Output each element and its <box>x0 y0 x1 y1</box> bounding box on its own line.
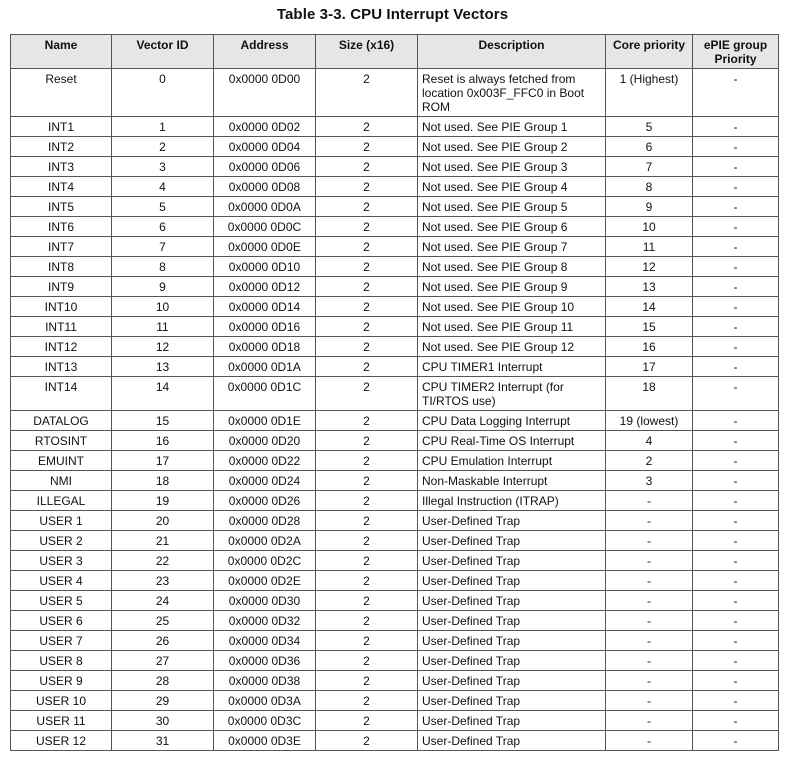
cell-core-priority: 11 <box>606 237 693 257</box>
cell-core-priority: 13 <box>606 277 693 297</box>
cell-core-priority: 2 <box>606 451 693 471</box>
column-header-description: Description <box>418 35 606 69</box>
cell-description: User-Defined Trap <box>418 611 606 631</box>
cell-description: Not used. See PIE Group 3 <box>418 157 606 177</box>
cell-core-priority: - <box>606 571 693 591</box>
cell-vector-id: 3 <box>112 157 214 177</box>
table-row <box>11 257 779 277</box>
header-row <box>11 35 779 69</box>
cell-description: User-Defined Trap <box>418 531 606 551</box>
table-row <box>11 431 779 451</box>
cell-description: Not used. See PIE Group 1 <box>418 117 606 137</box>
cell-description: CPU TIMER1 Interrupt <box>418 357 606 377</box>
cell-description: User-Defined Trap <box>418 571 606 591</box>
cell-vector-id: 10 <box>112 297 214 317</box>
cell-size: 2 <box>316 731 418 751</box>
cell-core-priority: - <box>606 631 693 651</box>
cell-vector-id: 25 <box>112 611 214 631</box>
table-row <box>11 571 779 591</box>
cell-epie-priority: - <box>693 551 779 571</box>
cell-address: 0x0000 0D34 <box>214 631 316 651</box>
table-row <box>11 237 779 257</box>
table-row <box>11 197 779 217</box>
cell-epie-priority: - <box>693 377 779 411</box>
cell-description: Not used. See PIE Group 2 <box>418 137 606 157</box>
cell-address: 0x0000 0D0C <box>214 217 316 237</box>
cell-size: 2 <box>316 157 418 177</box>
cell-epie-priority: - <box>693 217 779 237</box>
cell-size: 2 <box>316 297 418 317</box>
cell-name: USER 6 <box>11 611 112 631</box>
cell-name: INT8 <box>11 257 112 277</box>
cell-epie-priority: - <box>693 297 779 317</box>
cell-size: 2 <box>316 671 418 691</box>
cell-epie-priority: - <box>693 69 779 117</box>
cell-size: 2 <box>316 357 418 377</box>
cell-description: Not used. See PIE Group 11 <box>418 317 606 337</box>
table-row <box>11 177 779 197</box>
cell-vector-id: 27 <box>112 651 214 671</box>
cell-address: 0x0000 0D3A <box>214 691 316 711</box>
cell-core-priority: - <box>606 551 693 571</box>
cell-vector-id: 30 <box>112 711 214 731</box>
cell-size: 2 <box>316 257 418 277</box>
cell-size: 2 <box>316 591 418 611</box>
cell-name: INT3 <box>11 157 112 177</box>
cell-name: INT10 <box>11 297 112 317</box>
cell-description: User-Defined Trap <box>418 731 606 751</box>
cell-vector-id: 31 <box>112 731 214 751</box>
cell-epie-priority: - <box>693 591 779 611</box>
cell-address: 0x0000 0D18 <box>214 337 316 357</box>
table-row <box>11 357 779 377</box>
column-header-vector-id: Vector ID <box>112 35 214 69</box>
cell-epie-priority: - <box>693 631 779 651</box>
table-row <box>11 137 779 157</box>
cell-epie-priority: - <box>693 137 779 157</box>
cell-size: 2 <box>316 571 418 591</box>
table-row <box>11 277 779 297</box>
cell-epie-priority: - <box>693 357 779 377</box>
table-row <box>11 297 779 317</box>
cell-description: Not used. See PIE Group 7 <box>418 237 606 257</box>
cell-core-priority: - <box>606 711 693 731</box>
cell-size: 2 <box>316 411 418 431</box>
cell-epie-priority: - <box>693 651 779 671</box>
cell-name: USER 8 <box>11 651 112 671</box>
cell-description: User-Defined Trap <box>418 511 606 531</box>
cell-vector-id: 11 <box>112 317 214 337</box>
cell-epie-priority: - <box>693 117 779 137</box>
cell-size: 2 <box>316 317 418 337</box>
cell-address: 0x0000 0D0E <box>214 237 316 257</box>
cell-epie-priority: - <box>693 571 779 591</box>
cell-description: Non-Maskable Interrupt <box>418 471 606 491</box>
cell-description: CPU Data Logging Interrupt <box>418 411 606 431</box>
cell-name: INT4 <box>11 177 112 197</box>
column-header-epie-priority: ePIE group Priority <box>693 35 779 69</box>
cell-description: User-Defined Trap <box>418 711 606 731</box>
table-row <box>11 551 779 571</box>
cell-name: NMI <box>11 471 112 491</box>
column-header-size: Size (x16) <box>316 35 418 69</box>
cell-vector-id: 20 <box>112 511 214 531</box>
cell-size: 2 <box>316 511 418 531</box>
cell-name: Reset <box>11 69 112 117</box>
cell-vector-id: 18 <box>112 471 214 491</box>
cell-address: 0x0000 0D2E <box>214 571 316 591</box>
cell-address: 0x0000 0D2C <box>214 551 316 571</box>
cell-core-priority: 9 <box>606 197 693 217</box>
cell-epie-priority: - <box>693 691 779 711</box>
table-row <box>11 531 779 551</box>
table-row <box>11 217 779 237</box>
cell-name: INT11 <box>11 317 112 337</box>
cell-size: 2 <box>316 277 418 297</box>
table-row <box>11 451 779 471</box>
cell-vector-id: 2 <box>112 137 214 157</box>
cell-description: Not used. See PIE Group 12 <box>418 337 606 357</box>
table-body <box>11 69 779 751</box>
cell-address: 0x0000 0D36 <box>214 651 316 671</box>
column-header-core-priority: Core priority <box>606 35 693 69</box>
cell-core-priority: - <box>606 651 693 671</box>
cell-name: INT14 <box>11 377 112 411</box>
table-title: Table 3-3. CPU Interrupt Vectors <box>276 6 509 23</box>
cell-name: EMUINT <box>11 451 112 471</box>
cell-core-priority: 15 <box>606 317 693 337</box>
cell-core-priority: - <box>606 671 693 691</box>
cell-size: 2 <box>316 117 418 137</box>
cell-description: User-Defined Trap <box>418 671 606 691</box>
cell-address: 0x0000 0D1E <box>214 411 316 431</box>
cell-epie-priority: - <box>693 511 779 531</box>
cell-name: USER 2 <box>11 531 112 551</box>
cell-epie-priority: - <box>693 237 779 257</box>
cell-epie-priority: - <box>693 491 779 511</box>
cell-epie-priority: - <box>693 611 779 631</box>
cell-vector-id: 21 <box>112 531 214 551</box>
table-row <box>11 731 779 751</box>
cell-core-priority: 3 <box>606 471 693 491</box>
cell-size: 2 <box>316 137 418 157</box>
cell-address: 0x0000 0D0A <box>214 197 316 217</box>
cell-epie-priority: - <box>693 671 779 691</box>
cell-core-priority: 8 <box>606 177 693 197</box>
cell-description: User-Defined Trap <box>418 631 606 651</box>
cell-vector-id: 16 <box>112 431 214 451</box>
cell-core-priority: 4 <box>606 431 693 451</box>
cell-size: 2 <box>316 451 418 471</box>
cell-core-priority: - <box>606 691 693 711</box>
column-header-name: Name <box>11 35 112 69</box>
cell-name: INT12 <box>11 337 112 357</box>
cell-address: 0x0000 0D06 <box>214 157 316 177</box>
table-row <box>11 317 779 337</box>
cell-name: ILLEGAL <box>11 491 112 511</box>
cell-description: User-Defined Trap <box>418 591 606 611</box>
cell-description: User-Defined Trap <box>418 551 606 571</box>
table-row <box>11 157 779 177</box>
cell-size: 2 <box>316 337 418 357</box>
cell-vector-id: 23 <box>112 571 214 591</box>
table-row <box>11 591 779 611</box>
cell-core-priority: 6 <box>606 137 693 157</box>
cell-address: 0x0000 0D08 <box>214 177 316 197</box>
cell-description: User-Defined Trap <box>418 691 606 711</box>
cell-name: USER 10 <box>11 691 112 711</box>
cell-vector-id: 15 <box>112 411 214 431</box>
cell-size: 2 <box>316 197 418 217</box>
cell-name: USER 9 <box>11 671 112 691</box>
cell-vector-id: 7 <box>112 237 214 257</box>
table-row <box>11 631 779 651</box>
cell-epie-priority: - <box>693 177 779 197</box>
cell-core-priority: - <box>606 511 693 531</box>
cell-name: USER 5 <box>11 591 112 611</box>
cell-name: USER 7 <box>11 631 112 651</box>
cell-description: Not used. See PIE Group 9 <box>418 277 606 297</box>
cell-name: INT1 <box>11 117 112 137</box>
cell-address: 0x0000 0D26 <box>214 491 316 511</box>
cell-size: 2 <box>316 691 418 711</box>
cell-address: 0x0000 0D1C <box>214 377 316 411</box>
cell-description: CPU Emulation Interrupt <box>418 451 606 471</box>
cell-vector-id: 12 <box>112 337 214 357</box>
cell-size: 2 <box>316 177 418 197</box>
table-row <box>11 471 779 491</box>
cell-address: 0x0000 0D16 <box>214 317 316 337</box>
cell-size: 2 <box>316 471 418 491</box>
interrupt-vectors-table <box>10 34 779 751</box>
column-header-address: Address <box>214 35 316 69</box>
cell-core-priority: 5 <box>606 117 693 137</box>
cell-vector-id: 29 <box>112 691 214 711</box>
cell-name: USER 4 <box>11 571 112 591</box>
cell-name: INT9 <box>11 277 112 297</box>
cell-address: 0x0000 0D12 <box>214 277 316 297</box>
cell-address: 0x0000 0D00 <box>214 69 316 117</box>
table-row <box>11 377 779 411</box>
cell-vector-id: 22 <box>112 551 214 571</box>
cell-core-priority: 1 (Highest) <box>606 69 693 117</box>
table-row <box>11 671 779 691</box>
cell-core-priority: - <box>606 611 693 631</box>
cell-size: 2 <box>316 531 418 551</box>
cell-size: 2 <box>316 631 418 651</box>
cell-description: Not used. See PIE Group 10 <box>418 297 606 317</box>
cell-name: INT2 <box>11 137 112 157</box>
cell-epie-priority: - <box>693 451 779 471</box>
table-row <box>11 69 779 117</box>
cell-vector-id: 19 <box>112 491 214 511</box>
cell-size: 2 <box>316 431 418 451</box>
cell-epie-priority: - <box>693 337 779 357</box>
cell-vector-id: 8 <box>112 257 214 277</box>
cell-vector-id: 26 <box>112 631 214 651</box>
cell-vector-id: 4 <box>112 177 214 197</box>
cell-name: INT7 <box>11 237 112 257</box>
table-row <box>11 491 779 511</box>
cell-size: 2 <box>316 611 418 631</box>
cell-core-priority: - <box>606 731 693 751</box>
cell-description: Not used. See PIE Group 8 <box>418 257 606 277</box>
table-row <box>11 651 779 671</box>
cell-size: 2 <box>316 551 418 571</box>
cell-name: INT5 <box>11 197 112 217</box>
cell-address: 0x0000 0D10 <box>214 257 316 277</box>
cell-core-priority: 10 <box>606 217 693 237</box>
cell-vector-id: 28 <box>112 671 214 691</box>
cell-epie-priority: - <box>693 471 779 491</box>
cell-address: 0x0000 0D22 <box>214 451 316 471</box>
cell-description: Not used. See PIE Group 4 <box>418 177 606 197</box>
cell-epie-priority: - <box>693 431 779 451</box>
cell-description: Reset is always fetched from location 0x003F_FFC0 in Boot ROM <box>418 69 606 117</box>
cell-address: 0x0000 0D24 <box>214 471 316 491</box>
cell-size: 2 <box>316 711 418 731</box>
table-row <box>11 611 779 631</box>
cell-epie-priority: - <box>693 531 779 551</box>
cell-address: 0x0000 0D20 <box>214 431 316 451</box>
cell-vector-id: 14 <box>112 377 214 411</box>
cell-description: Illegal Instruction (ITRAP) <box>418 491 606 511</box>
cell-epie-priority: - <box>693 197 779 217</box>
cell-size: 2 <box>316 217 418 237</box>
cell-vector-id: 1 <box>112 117 214 137</box>
cell-address: 0x0000 0D2A <box>214 531 316 551</box>
cell-address: 0x0000 0D32 <box>214 611 316 631</box>
cell-epie-priority: - <box>693 731 779 751</box>
cell-epie-priority: - <box>693 157 779 177</box>
cell-vector-id: 9 <box>112 277 214 297</box>
cell-description: CPU Real-Time OS Interrupt <box>418 431 606 451</box>
cell-epie-priority: - <box>693 411 779 431</box>
cell-core-priority: - <box>606 491 693 511</box>
cell-address: 0x0000 0D04 <box>214 137 316 157</box>
cell-core-priority: 19 (lowest) <box>606 411 693 431</box>
cell-vector-id: 13 <box>112 357 214 377</box>
cell-vector-id: 24 <box>112 591 214 611</box>
cell-core-priority: - <box>606 531 693 551</box>
cell-epie-priority: - <box>693 277 779 297</box>
cell-name: USER 3 <box>11 551 112 571</box>
cell-size: 2 <box>316 651 418 671</box>
cell-address: 0x0000 0D14 <box>214 297 316 317</box>
cell-core-priority: 17 <box>606 357 693 377</box>
cell-address: 0x0000 0D3C <box>214 711 316 731</box>
cell-vector-id: 0 <box>112 69 214 117</box>
cell-name: INT6 <box>11 217 112 237</box>
table-row <box>11 691 779 711</box>
cell-name: USER 11 <box>11 711 112 731</box>
cell-description: CPU TIMER2 Interrupt (for TI/RTOS use) <box>418 377 606 411</box>
table-row <box>11 117 779 137</box>
cell-size: 2 <box>316 237 418 257</box>
cell-description: Not used. See PIE Group 5 <box>418 197 606 217</box>
cell-address: 0x0000 0D28 <box>214 511 316 531</box>
cell-address: 0x0000 0D30 <box>214 591 316 611</box>
cell-address: 0x0000 0D3E <box>214 731 316 751</box>
cell-name: INT13 <box>11 357 112 377</box>
table-row <box>11 337 779 357</box>
cell-name: RTOSINT <box>11 431 112 451</box>
cell-core-priority: 7 <box>606 157 693 177</box>
cell-address: 0x0000 0D1A <box>214 357 316 377</box>
cell-epie-priority: - <box>693 711 779 731</box>
cell-address: 0x0000 0D02 <box>214 117 316 137</box>
table-row <box>11 411 779 431</box>
cell-vector-id: 6 <box>112 217 214 237</box>
cell-size: 2 <box>316 69 418 117</box>
cell-core-priority: 14 <box>606 297 693 317</box>
cell-core-priority: - <box>606 591 693 611</box>
table-row <box>11 511 779 531</box>
cell-epie-priority: - <box>693 257 779 277</box>
cell-size: 2 <box>316 377 418 411</box>
cell-core-priority: 12 <box>606 257 693 277</box>
cell-name: DATALOG <box>11 411 112 431</box>
cell-address: 0x0000 0D38 <box>214 671 316 691</box>
cell-vector-id: 5 <box>112 197 214 217</box>
cell-description: Not used. See PIE Group 6 <box>418 217 606 237</box>
cell-core-priority: 18 <box>606 377 693 411</box>
cell-size: 2 <box>316 491 418 511</box>
table-row <box>11 711 779 731</box>
cell-core-priority: 16 <box>606 337 693 357</box>
cell-name: USER 12 <box>11 731 112 751</box>
cell-epie-priority: - <box>693 317 779 337</box>
cell-description: User-Defined Trap <box>418 651 606 671</box>
cell-name: USER 1 <box>11 511 112 531</box>
cell-vector-id: 17 <box>112 451 214 471</box>
